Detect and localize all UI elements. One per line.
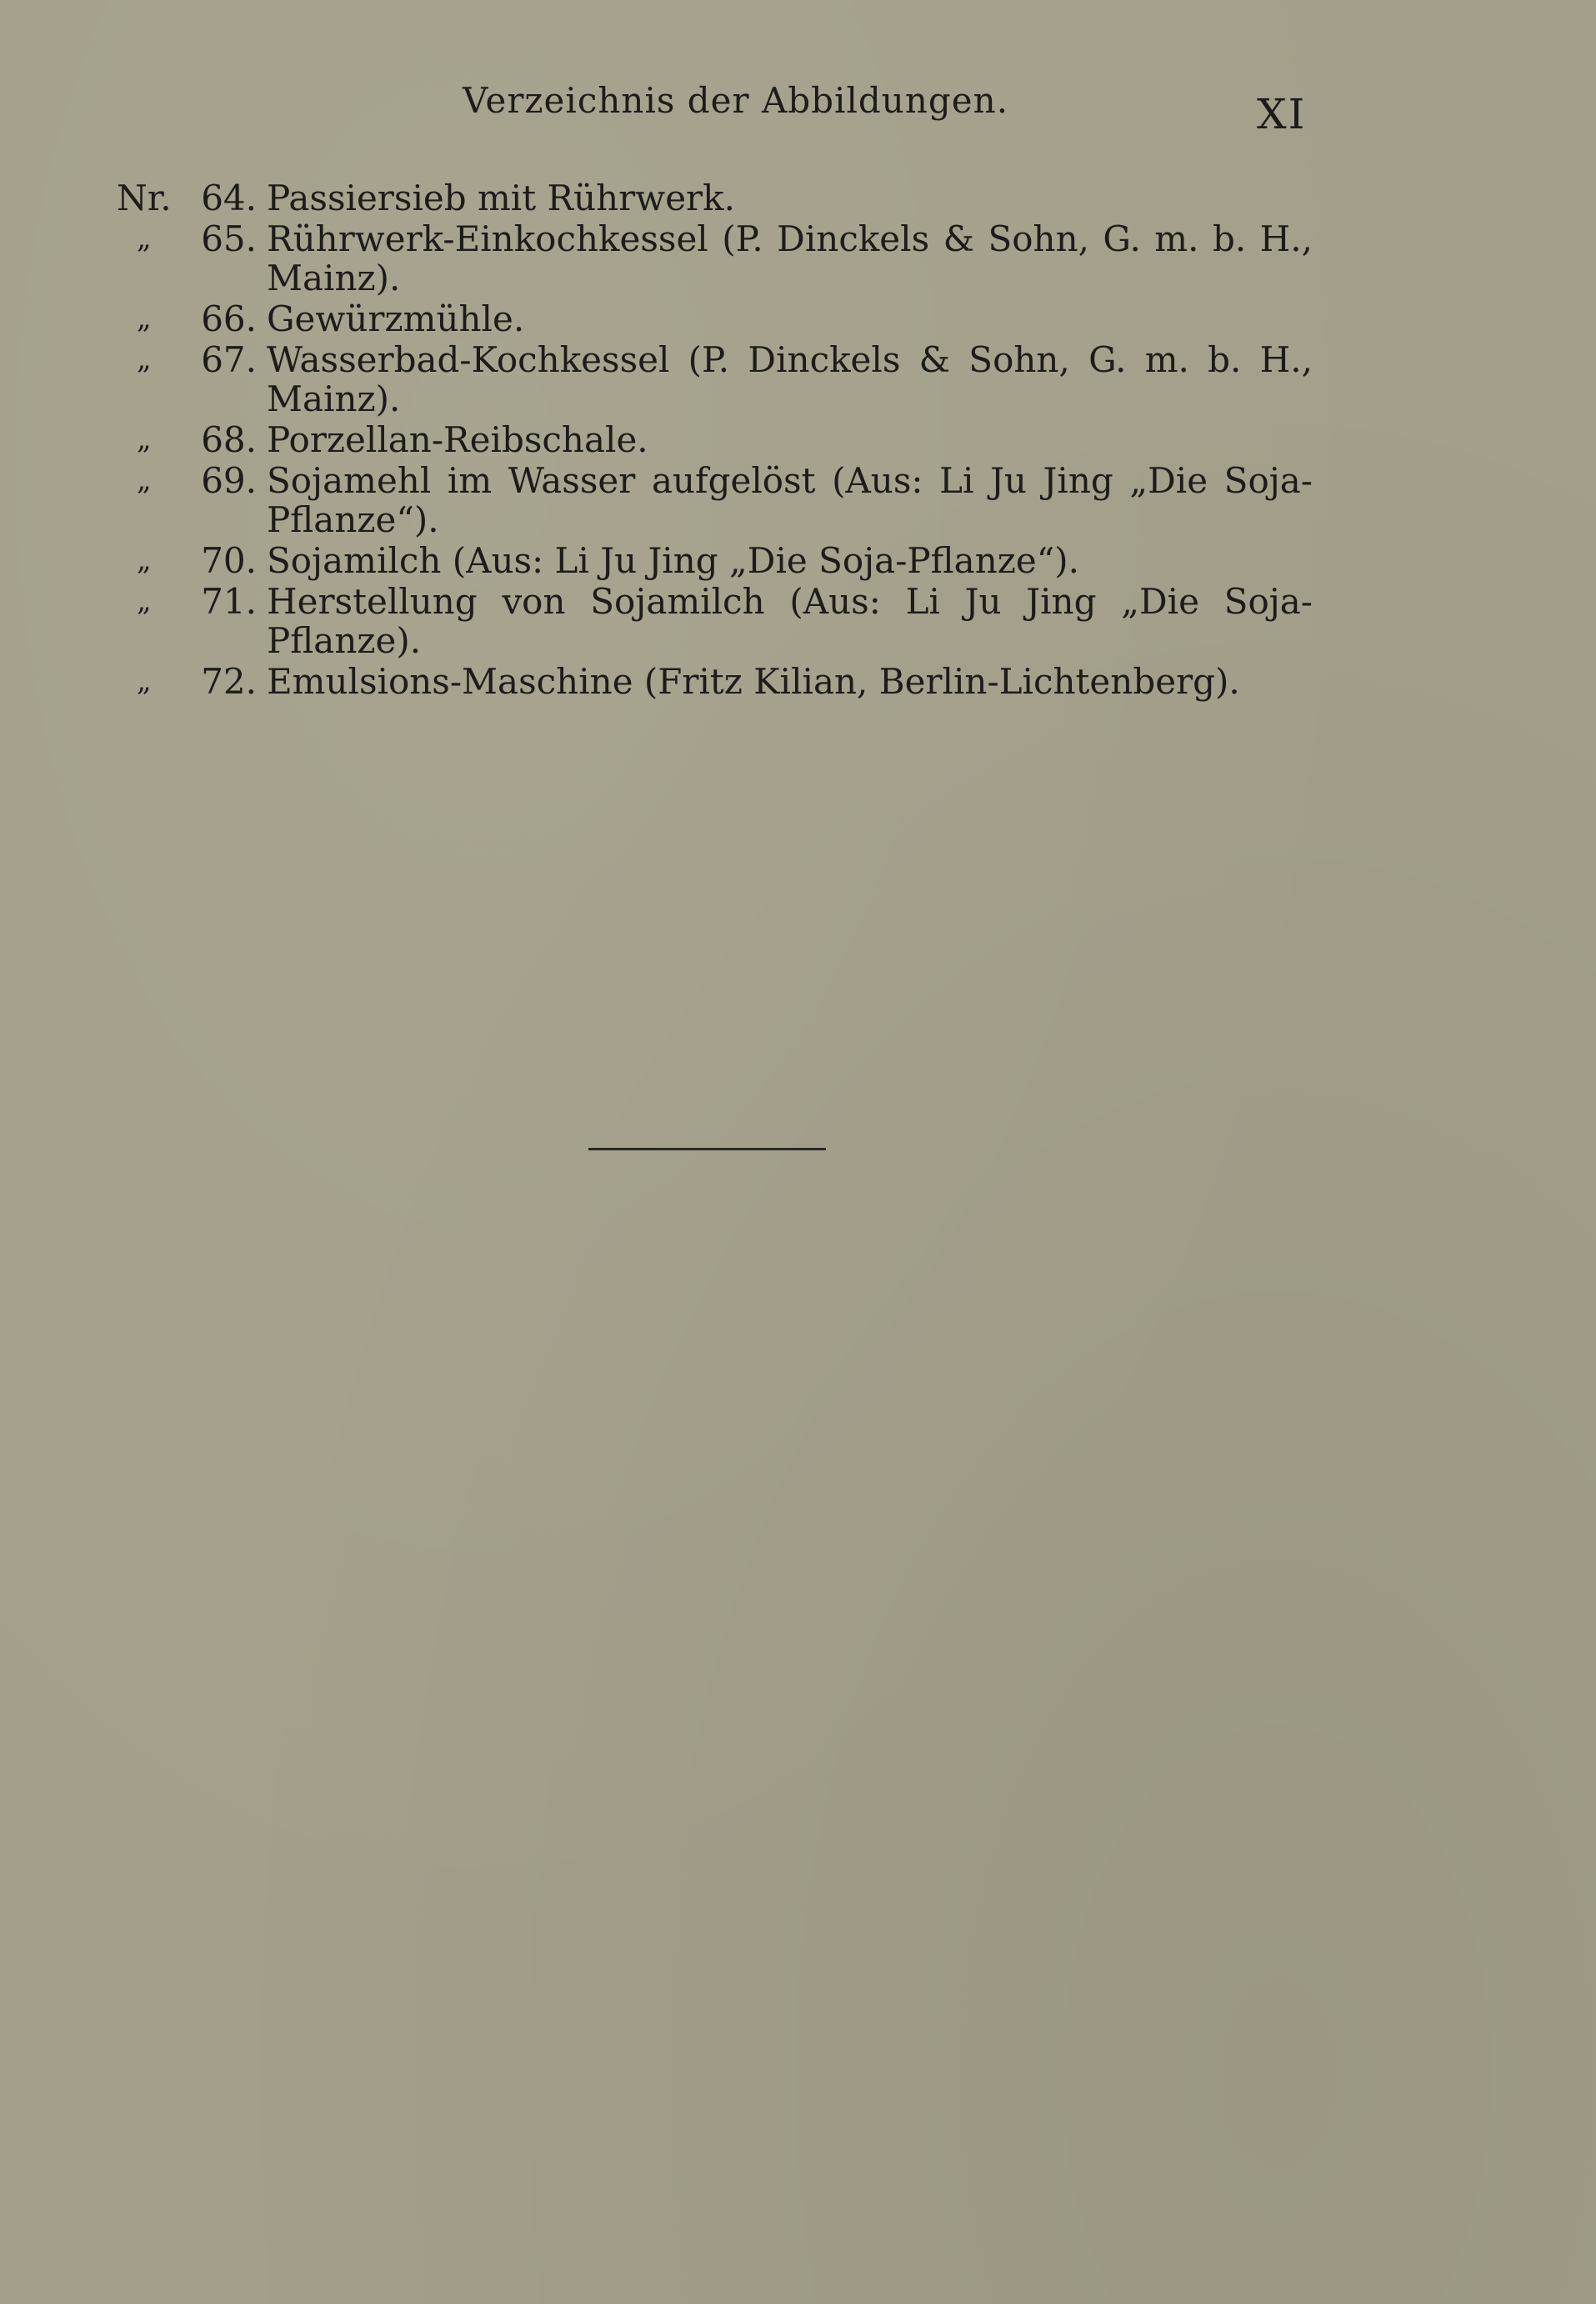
entry-prefix: Nr. [117,178,172,218]
entry-number: 67. [201,339,257,380]
figure-entry-69 [117,461,1313,539]
ditto-mark: „ [137,543,152,577]
entry-caption: Passiersieb mit Rührwerk. [267,178,735,218]
ditto-mark: „ [137,463,152,497]
entry-caption: Porzellan-Reibschale. [267,419,648,460]
figure-list [117,178,1313,703]
ditto-mark: „ [137,664,152,698]
entry-caption: Sojamilch (Aus: Li Ju Jing „Die Soja-Pflanze“). [267,540,1079,581]
figure-entry-65 [117,219,1313,298]
end-rule [588,1148,826,1150]
page-number: XI [1257,90,1307,138]
entry-caption: Herstellung von Sojamilch (Aus: Li Ju Jing „Die Soja-Pflanze). [267,581,1313,661]
entry-number: 65. [201,218,257,259]
entry-number: 72. [201,661,257,702]
entry-caption: Wasserbad-Kochkessel (P. Dinckels & Sohn, G. m. b. H., Mainz). [267,339,1313,419]
entry-caption: Sojamehl im Wasser aufgelöst (Aus: Li Ju Jing „Die Soja-Pflanze“). [267,460,1313,540]
figure-entry-71 [117,582,1313,660]
figure-entry-68 [117,420,1313,459]
entry-number: 64. [201,178,257,218]
figure-entry-64 [117,178,1313,218]
entry-number: 68. [201,419,257,460]
ditto-mark: „ [137,423,152,456]
running-head: Verzeichnis der Abbildungen. [463,80,1009,121]
figure-entry-70 [117,541,1313,580]
figure-entry-66 [117,299,1313,338]
ditto-mark: „ [137,302,152,335]
entry-number: 69. [201,460,257,501]
figure-entry-72 [117,662,1313,701]
ditto-mark: „ [137,584,152,618]
entry-caption: Rührwerk-Einkochkessel (P. Dinckels & Sohn, G. m. b. H., Mainz). [267,218,1313,298]
figure-entry-67 [117,340,1313,418]
entry-number: 66. [201,298,257,339]
ditto-mark: „ [137,222,152,255]
entry-number: 70. [201,540,257,581]
entry-caption: Gewürzmühle. [267,298,525,339]
entry-caption: Emulsions-Maschine (Fritz Kilian, Berlin-Lichtenberg). [267,661,1240,702]
ditto-mark: „ [137,343,152,376]
entry-number: 71. [201,581,257,622]
